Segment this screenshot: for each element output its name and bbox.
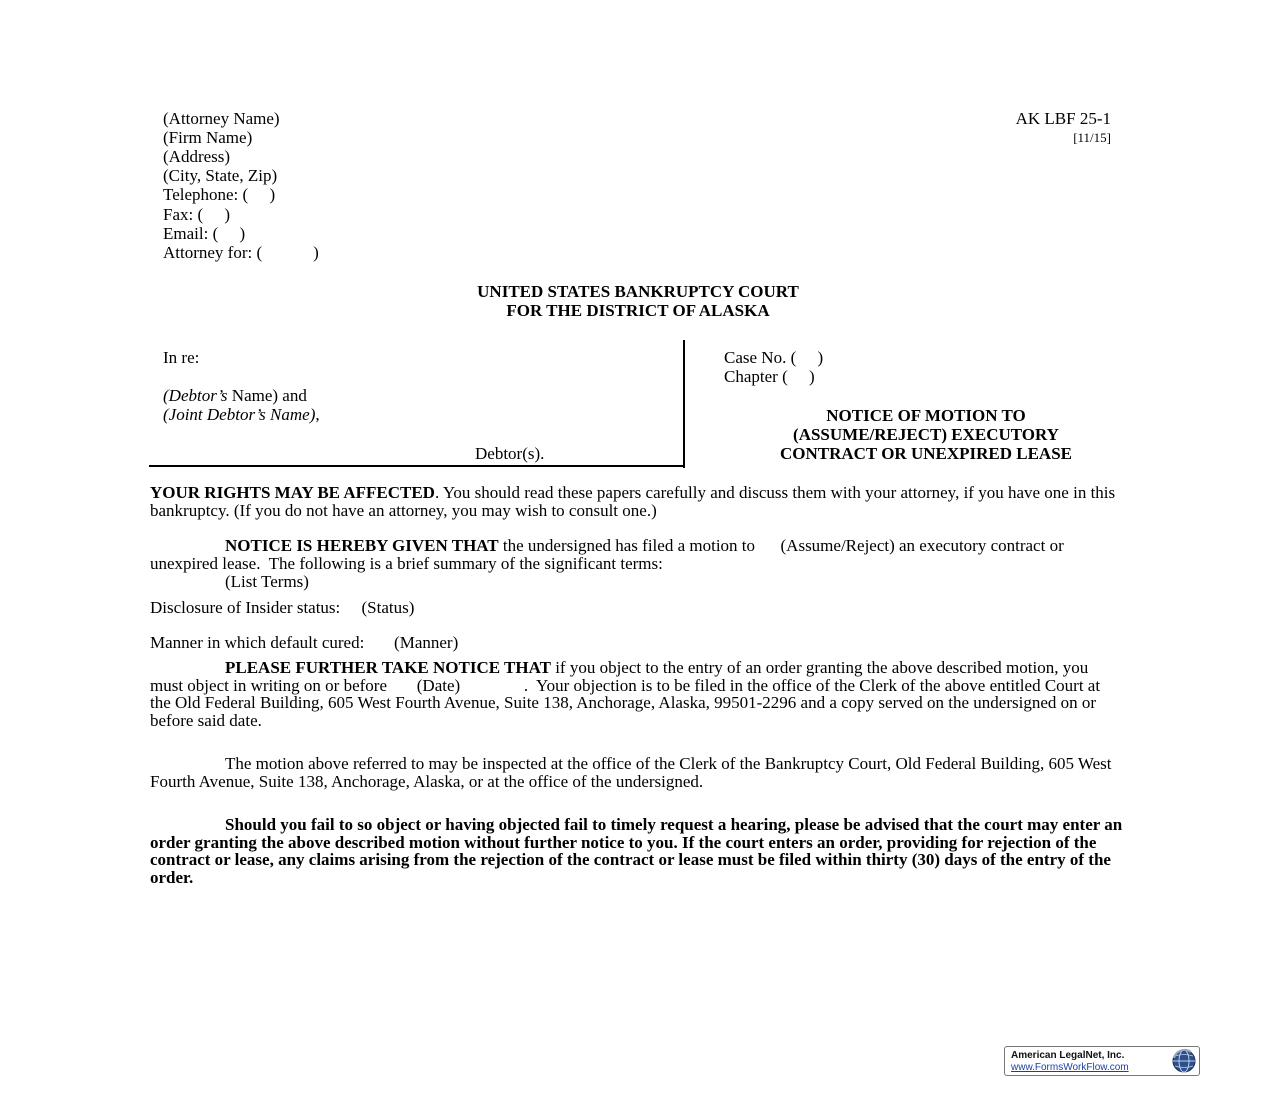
joint-debtor-line xyxy=(163,405,320,424)
further-notice-lead: PLEASE FURTHER TAKE NOTICE THAT xyxy=(225,658,551,677)
caption-divider-horizontal xyxy=(149,465,685,467)
warning-paragraph: Should you fail to so object or having objected fail to timely request a hearing, please be advised that the court may enter an order granting the above described motion without further notice to you. If the court enters an order, providing for rejection of the contract or lease, any claims arising from the rejection of the contract or lease must be filed within thirty (30) days of the entry of the order. xyxy=(150,815,1123,887)
title-line-3: CONTRACT OR UNEXPIRED LEASE xyxy=(779,444,1073,463)
notice-paragraph xyxy=(150,537,1125,572)
case-number: Case No. ( ) xyxy=(724,348,824,367)
attorney-for: Attorney for: ( ) xyxy=(163,243,319,262)
rights-paragraph xyxy=(150,484,1125,519)
badge-url[interactable]: www.FormsWorkFlow.com xyxy=(1011,1062,1129,1073)
chapter: Chapter ( ) xyxy=(724,367,815,386)
default-cure-manner: Manner in which default cured: (Manner) xyxy=(150,633,459,652)
rights-text: . You should read these papers carefully and discuss them with your attorney, if you have one in this bankruptcy. (If you do not have an attorney, you may wish to consult one.) xyxy=(150,483,1116,520)
firm-name: (Firm Name) xyxy=(163,128,253,147)
notice-text: the undersigned has filed a motion to (Assume/Reject) an executory contract or unexpired lease. The following is a brief summary of the significant terms: xyxy=(150,536,1068,573)
debtors-label: Debtor(s). xyxy=(475,444,545,463)
rights-lead: YOUR RIGHTS MAY BE AFFECTED xyxy=(150,483,435,502)
badge-company: American LegalNet, Inc. xyxy=(1011,1050,1125,1061)
debtor-name-line xyxy=(163,386,307,405)
telephone: Telephone: ( ) xyxy=(163,185,276,204)
list-terms: (List Terms) xyxy=(225,572,309,591)
debtor-rest: Name) and xyxy=(227,386,307,405)
insider-disclosure: Disclosure of Insider status: (Status) xyxy=(150,598,415,617)
in-re: In re: xyxy=(163,348,200,367)
court-district: FOR THE DISTRICT OF ALASKA xyxy=(506,301,770,320)
caption-divider-vertical xyxy=(683,340,685,468)
form-id: AK LBF 25-1 xyxy=(1015,109,1111,128)
email: Email: ( ) xyxy=(163,224,246,243)
joint-debtor-comma: , xyxy=(315,405,320,424)
form-revision: [11/15] xyxy=(1073,130,1111,145)
title-line-1: NOTICE OF MOTION TO xyxy=(826,406,1026,425)
footer-badge[interactable] xyxy=(1004,1046,1200,1076)
further-notice-text: if you object to the entry of an order granting the above described motion, you must object in writing on or before (Date) . Your objection is to be filed in the office of the Clerk of the above entitled Court at the Old Federal Building, 605 West Fourth Avenue, Suite 138, Anchorage, Alaska, 99501-2296 and a copy served on the undersigned on or before said date. xyxy=(150,658,1105,730)
title-line-2: (ASSUME/REJECT) EXECUTORY xyxy=(793,425,1059,444)
court-name: UNITED STATES BANKRUPTCY COURT xyxy=(477,282,799,301)
inspection-paragraph: The motion above referred to may be inspected at the office of the Clerk of the Bankruptcy Court, Old Federal Building, 605 West Fourth Avenue, Suite 138, Anchorage, Alaska, or at the office of the undersigned. xyxy=(150,754,1112,791)
fax: Fax: ( ) xyxy=(163,205,231,224)
globe-icon xyxy=(1171,1048,1197,1074)
city-state-zip: (City, State, Zip) xyxy=(163,166,278,185)
notice-lead: NOTICE IS HEREBY GIVEN THAT xyxy=(225,536,499,555)
objection-paragraph xyxy=(150,659,1125,729)
debtor-italic: (Debtor’s xyxy=(163,386,228,405)
attorney-name: (Attorney Name) xyxy=(163,109,280,128)
joint-debtor-name: (Joint Debtor’s Name) xyxy=(163,405,316,424)
address: (Address) xyxy=(163,147,231,166)
